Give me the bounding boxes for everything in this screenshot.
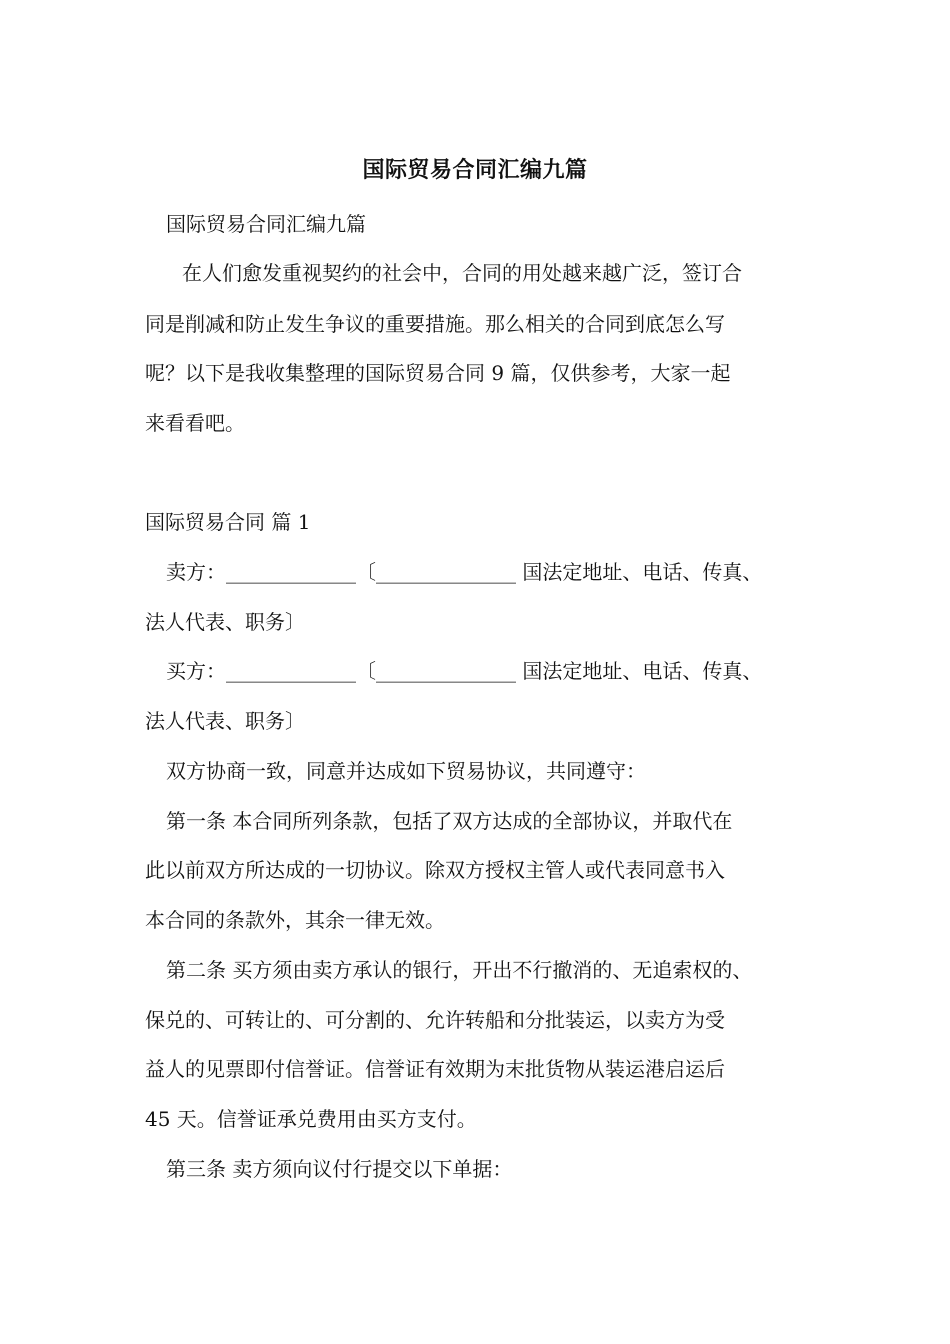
article-2-line: 保兑的、可转让的、可分割的、允许转船和分批装运，以卖方为受 [145, 1008, 725, 1032]
agreement-line: 双方协商一致，同意并达成如下贸易协议，共同遵守： [166, 759, 646, 783]
article-3-line: 第三条 卖方须向议付行提交以下单据： [166, 1157, 513, 1181]
section-heading: 国际贸易合同 篇 1 [145, 510, 311, 534]
intro-line: 呢？以下是我收集整理的国际贸易合同 9 篇，仅供参考，大家一起 [145, 361, 731, 385]
intro-line: 来看看吧。 [145, 411, 245, 435]
document-title: 国际贸易合同汇编九篇 [362, 157, 588, 183]
seller-line: 卖方：_____________〔______________ 国法定地址、电话、传真、 [166, 560, 763, 584]
article-2-line: 益人的见票即付信誉证。信誉证有效期为末批货物从装运港启运后 [145, 1057, 725, 1081]
article-1-line: 本合同的条款外，其余一律无效。 [145, 908, 445, 932]
document-subtitle: 国际贸易合同汇编九篇 [166, 212, 366, 236]
article-1-line: 第一条 本合同所列条款，包括了双方达成的全部协议，并取代在 [166, 809, 733, 833]
buyer-line-cont: 法人代表、职务〕 [145, 709, 305, 733]
buyer-line: 买方：_____________〔______________ 国法定地址、电话、传真、 [166, 659, 763, 683]
article-1-line: 此以前双方所达成的一切协议。除双方授权主管人或代表同意书入 [145, 858, 725, 882]
seller-line-cont: 法人代表、职务〕 [145, 610, 305, 634]
article-2-line: 45 天。信誉证承兑费用由买方支付。 [145, 1107, 477, 1131]
intro-line: 在人们愈发重视契约的社会中，合同的用处越来越广泛，签订合 [182, 261, 742, 285]
intro-line: 同是削减和防止发生争议的重要措施。那么相关的合同到底怎么写 [145, 312, 725, 336]
article-2-line: 第二条 买方须由卖方承认的银行，开出不行撤消的、无追索权的、 [166, 958, 753, 982]
